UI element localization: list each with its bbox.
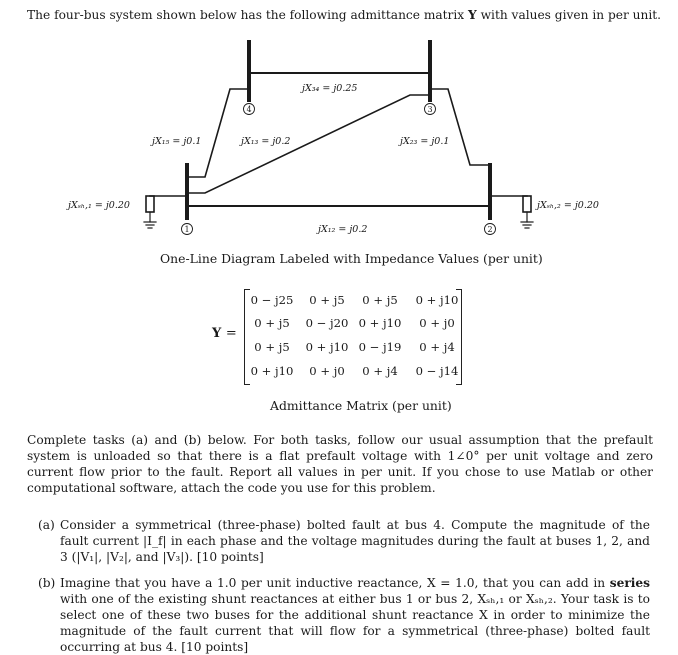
matrix-cell: 0 + j10: [250, 364, 294, 378]
line-2-3: [430, 89, 490, 165]
label-x13: jX₁₃ = j0.2: [241, 136, 291, 147]
task-b: [38, 575, 650, 655]
task-b-text: [60, 575, 650, 655]
matrix-cell: 0 + j10: [305, 340, 349, 354]
matrix-cell: 0 + j5: [362, 293, 398, 307]
label-x34: jX₃₄ = j0.25: [302, 83, 358, 94]
matrix-caption: Admittance Matrix (per unit): [270, 398, 452, 413]
task-b-bold: series: [609, 576, 650, 590]
matrix-cell: 0 + j5: [254, 316, 290, 330]
task-b-text-pre: Imagine that you have a 1.0 per unit inductive reactance, X = 1.0, that you can add in: [60, 576, 610, 590]
bus-2-number: 2: [487, 225, 493, 234]
matrix-cell: 0 − j20: [305, 316, 349, 330]
matrix-cell: 0 + j5: [309, 293, 345, 307]
task-a-tag: (a): [38, 518, 55, 532]
label-x23: jX₂₃ = j0.1: [400, 136, 450, 147]
task-b-text-post: with one of the existing shunt reactances at either bus 1 or bus 2, Xₛₕ,₁ or Xₛₕ,₂. Your task is to select one of these two buses for the additional shunt reactance X in order to minimize the magnitude of the fault current that will flow for a symmetrical (three-phase) bolted fault occurring at bus 4. [10 points]: [60, 592, 650, 654]
matrix-cell: 0 − j19: [358, 340, 402, 354]
label-x15: jX₁₅ = j0.1: [152, 136, 202, 147]
one-line-diagram: [0, 0, 678, 260]
intro-pre: The four-bus system shown below has the following admittance matrix: [27, 8, 469, 22]
matrix-label: [212, 326, 237, 341]
matrix-cell: 0 + j0: [309, 364, 345, 378]
matrix-cell: 0 + j10: [415, 293, 459, 307]
instructions-paragraph: Complete tasks (a) and (b) below. For both tasks, follow our usual assumption that the prefault system is unloaded so that there is a flat prefault voltage with 1∠0° per unit voltage and zero current flow prior to the fault. Report all values in per unit. If you chose to use Matlab or other computational software, attach the code you use for this problem.: [27, 433, 653, 495]
task-a-text: Consider a symmetrical (three-phase) bolted fault at bus 4. Compute the magnitude of the fault current |I_f| in each phase and the voltage magnitudes during the fault at buses 1, 2, and 3 (|V₁|, |V₂|, and |V₃|). [10 points]: [60, 518, 650, 564]
label-xsh2: jXₛₕ,₂ = j0.20: [537, 200, 599, 211]
matrix-cell: 0 − j25: [250, 293, 294, 307]
matrix-symbol: Y: [212, 326, 222, 341]
bus-1-number: 1: [184, 225, 190, 234]
task-b-tag: (b): [38, 576, 56, 590]
matrix-cell: 0 + j4: [362, 364, 398, 378]
task-a: [38, 517, 650, 565]
matrix-cell: 0 + j10: [358, 316, 402, 330]
matrix-cell: 0 + j0: [419, 316, 455, 330]
label-xsh1: jXₛₕ,₁ = j0.20: [68, 200, 130, 211]
bus-4-number: 4: [246, 105, 252, 114]
shunt-1-reactor: [146, 196, 154, 212]
label-x12: jX₁₂ = j0.2: [318, 224, 368, 235]
shunt-2-reactor: [523, 196, 531, 212]
admittance-matrix: [244, 289, 462, 383]
intro-symbol: Y: [468, 8, 477, 22]
matrix-cell: 0 + j4: [419, 340, 455, 354]
matrix-cell: 0 − j14: [415, 364, 459, 378]
intro-post: with values given in per unit.: [476, 8, 662, 22]
matrix-cell: 0 + j5: [254, 340, 290, 354]
matrix-left-bracket: [244, 289, 250, 385]
diagram-caption: One-Line Diagram Labeled with Impedance Values (per unit): [160, 251, 543, 266]
bus-3-number: 3: [427, 105, 433, 114]
line-1-4: [187, 89, 252, 177]
matrix-equals: =: [225, 326, 237, 341]
